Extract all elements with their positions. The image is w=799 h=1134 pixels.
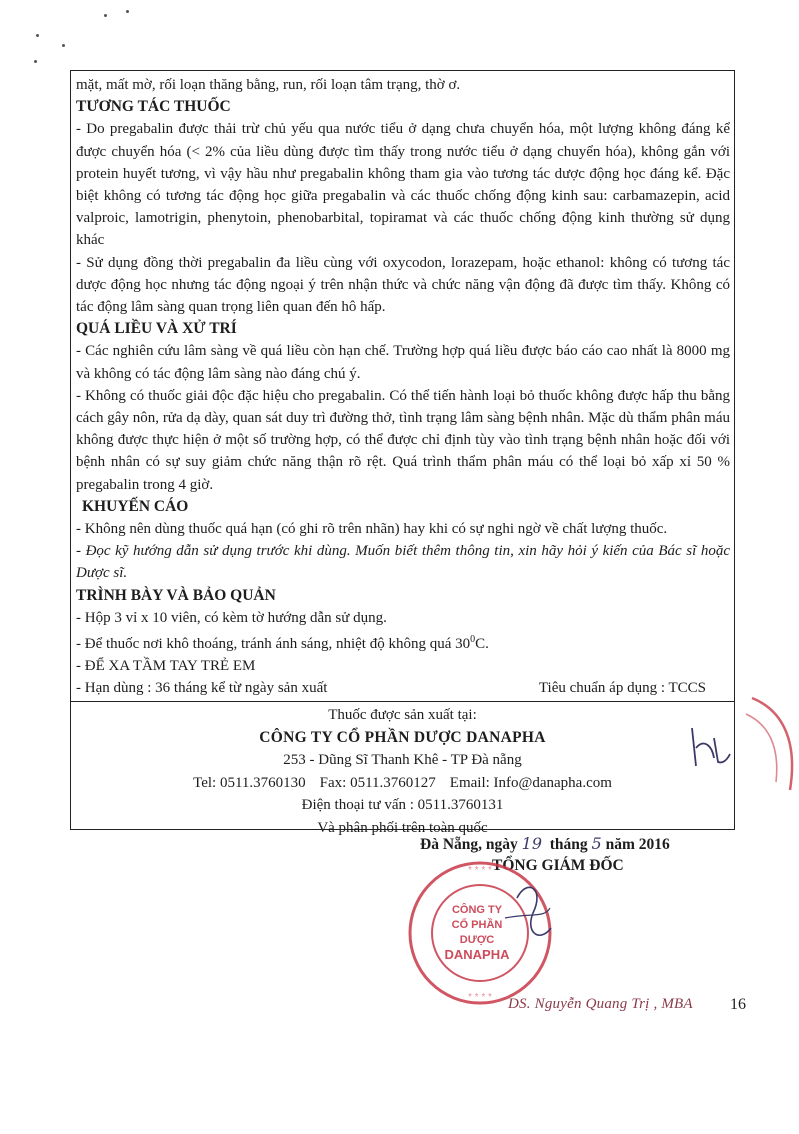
- initials-mark: [684, 718, 734, 778]
- handwritten-month: 5: [591, 834, 602, 853]
- distribution-text: Và phân phối trên toàn quốc: [317, 819, 488, 836]
- fax-text: Fax: 0511.3760127: [319, 774, 436, 791]
- stamp-line-2: CỔ PHẦN: [451, 919, 503, 931]
- handwritten-day: 19: [521, 834, 542, 853]
- signature-date: Đà Nẵng, ngày 19 tháng 5 năm 2016: [420, 834, 670, 853]
- stamp-line-1: CÔNG TY: [451, 904, 503, 916]
- warning-paragraph-2: - Đọc kỹ hướng dẫn sử dụng trước khi dùng. Muốn biết thêm thông tin, xin hãy hỏi ý kiến của Bác sĩ hoặc Dược sĩ.: [76, 543, 730, 582]
- section-heading-storage: TRÌNH BÀY VÀ BẢO QUẢN: [76, 586, 276, 604]
- company-address: 253 - Dũng Sĩ Thanh Khê - TP Đà nẵng: [283, 752, 522, 768]
- storage-packaging: - Hộp 3 vỉ x 10 viên, có kèm tờ hướng dẫn sử dụng.: [76, 609, 387, 626]
- expiry-standard-line: [76, 677, 730, 699]
- expiry-text: - Hạn dùng : 36 tháng kể từ ngày sản xuất: [76, 680, 328, 697]
- overdose-paragraph-2: - Không có thuốc giải độc đặc hiệu cho pregabalin. Có thể tiến hành loại bỏ thuốc không được hấp thu bằng cách gây nôn, rửa dạ dày, quan sát duy trì đường thở, tình trạng lâm sàng bệnh nhân. Mặc dù thẩm phân máu không được thực hiện ở một số trường hợp, có thể được chỉ định tùy vào tình trạng bệnh nhân hoặc đối với bệnh nhân có sự suy giảm chức năng thận rõ rệt. Quá trình thẩm phân máu có thể loại bỏ xấp xỉ 50 % pregabalin trong 4 giờ.: [76, 387, 730, 493]
- tel-text: Tel: 0511.3760130: [193, 774, 306, 791]
- document-body: [76, 74, 730, 700]
- stamp-line-4: DANAPHA: [444, 947, 510, 962]
- continued-line: mặt, mất mờ, rối loạn thăng bằng, run, rối loạn tâm trạng, thờ ơ.: [76, 77, 461, 93]
- director-title: TỔNG GIÁM ĐỐC: [492, 857, 624, 874]
- footer-divider: [71, 701, 734, 702]
- partial-seal-edge: [742, 690, 799, 800]
- storage-conditions: - Để thuốc nơi khô thoáng, tránh ánh sáng, nhiệt độ không quá $30^0C$.: [76, 634, 489, 653]
- manufacturer-footer: [70, 704, 735, 839]
- company-seal-stamp: [405, 858, 555, 1008]
- storage-children-warning: - ĐỂ XA TẦM TAY TRẺ EM: [76, 658, 256, 675]
- hotline-text: Điện thoại tư vấn : 0511.3760131: [301, 797, 504, 813]
- svg-text:* * * *: * * * *: [468, 992, 492, 1003]
- overdose-paragraph-1: - Các nghiên cứu lâm sàng về quá liều còn hạn chế. Trường hợp quá liều được báo cáo cao nhất là 8000 mg và không có tác động lâm sàng nào đáng chú ý.: [76, 343, 730, 382]
- warning-paragraph-1: - Không nên dùng thuốc quá hạn (có ghi rõ trên nhãn) hay khi có sự nghi ngờ về chất lượng thuốc.: [76, 521, 668, 538]
- interactions-paragraph-1: - Do pregabalin được thải trừ chủ yếu qua nước tiểu ở dạng chưa chuyển hóa, một lượng không đáng kể được chuyển hóa (< 2% của liều dùng được tìm thấy trong nước tiểu ở dạng chuyển hóa), không gắn với protein huyết tương, vì vậy hầu như pregabalin không tham gia vào tương tác dược động học đáng kể. Đặc biệt không có tương tác động học giữa pregabalin và các thuốc chống động kinh sau: carbamazepin, acid valproic, lamotrigin, phenytoin, phenobarbital, topiramat và các thuốc chống động kinh thường sử dụng khác: [76, 121, 730, 249]
- company-name: CÔNG TY CỔ PHẦN DƯỢC DANAPHA: [259, 728, 546, 746]
- email-text: Email: Info@danapha.com: [449, 774, 612, 791]
- signer-name: DS. Nguyễn Quang Trị , MBA: [508, 996, 693, 1012]
- section-heading-warning: KHUYẾN CÁO: [82, 497, 189, 515]
- made-at-label: Thuốc được sản xuất tại:: [328, 707, 477, 723]
- section-heading-overdose: QUÁ LIỀU VÀ XỬ TRÍ: [76, 320, 237, 338]
- degree-superscript: 0: [470, 634, 476, 646]
- page-number: 16: [730, 996, 746, 1013]
- stamp-line-3: DƯỢC: [459, 934, 495, 946]
- svg-text:* * * *: * * * *: [468, 865, 492, 876]
- interactions-paragraph-2: - Sử dụng đồng thời pregabalin đa liều cùng với oxycodon, lorazepam, hoặc ethanol: không có tương tác dược động học nhưng tác động ngoại ý trên nhận thức và chức năng vận động đã được tìm thấy. Không có tác động lâm sàng quan trọng liên quan đến hô hấp.: [76, 254, 730, 316]
- section-heading-interactions: TƯƠNG TÁC THUỐC: [76, 98, 231, 116]
- contact-line: [70, 772, 735, 795]
- standard-text: Tiêu chuẩn áp dụng : TCCS: [538, 680, 706, 697]
